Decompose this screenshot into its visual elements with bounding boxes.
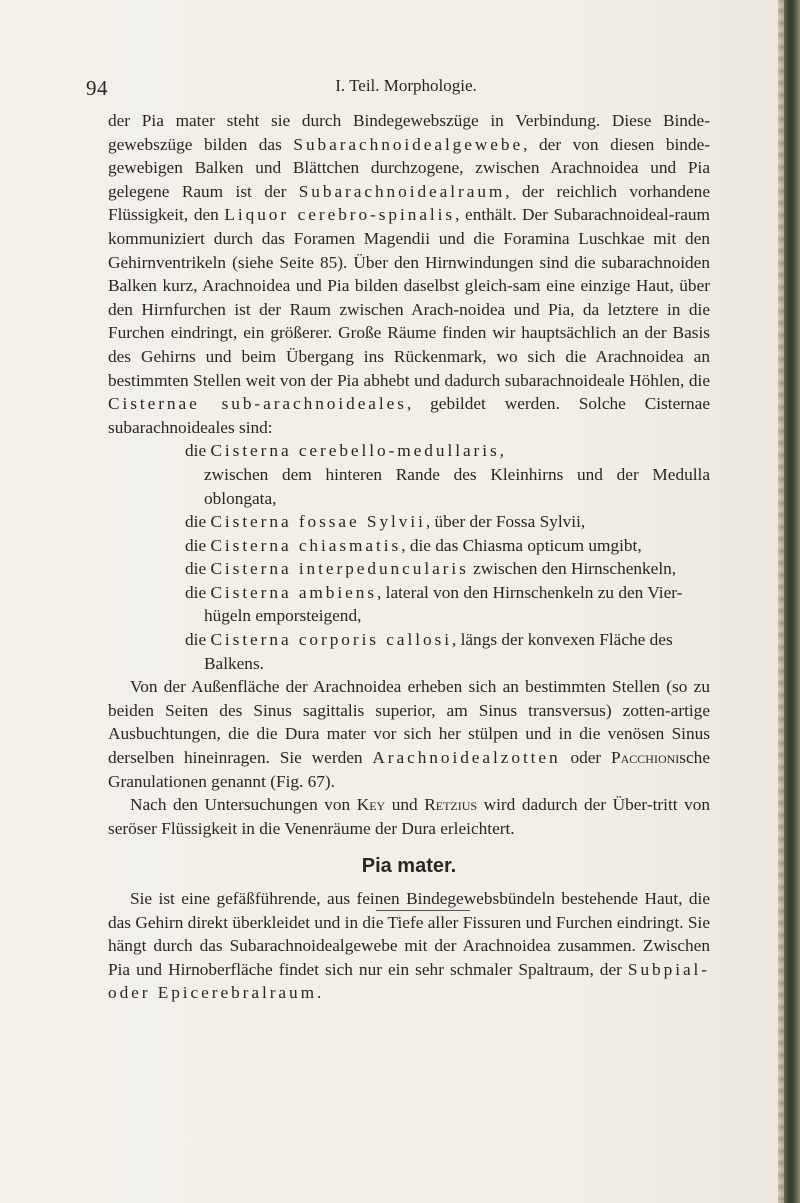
term-subpialraum: Subpial- oder Epicerebralraum <box>108 959 710 1003</box>
text-run: wird dadurch der Über-tritt von seröser Flüssigkeit in die Venenräume der Dura erleichtert. <box>108 795 711 838</box>
running-head: I. Teil. Morphologie. <box>335 76 477 95</box>
cisterna-item <box>185 581 710 628</box>
cisterna-name: Cisterna interpeduncularis <box>210 559 469 579</box>
body-text <box>108 109 710 1005</box>
term-liquor: Liquor cerebro-spinalis <box>224 205 456 225</box>
author-pacchioni: Pacchioni <box>611 748 680 768</box>
cisterna-item <box>185 534 710 558</box>
cisterna-description: , über der Fossa Sylvii, <box>425 512 586 532</box>
term-subarachnoidealraum: Subarachnoidealraum <box>298 181 506 201</box>
text-run: Von der Außenfläche der Arachnoidea erheben sich an bestimmten Stellen (so zu beiden Seiten des Sinus sagittalis superior, am Sinus transversus) zotten-artige Ausbuchtungen, die die Dura mater vor sich her stülpen und in die venösen Sinus derselben hineinragen. Sie werden <box>108 677 710 768</box>
cisternae-list <box>108 439 710 675</box>
cisterna-line <box>185 557 710 581</box>
text-run: Nach den Untersuchungen von <box>130 795 357 815</box>
cisterna-line <box>185 581 710 605</box>
cisterna-continuation: hügeln emporsteigend, <box>204 606 362 626</box>
cisterna-prefix: die <box>185 441 211 461</box>
cisterna-name: Cisterna fossae Sylvii <box>210 512 426 532</box>
page-number: 94 <box>86 76 108 100</box>
cisterna-item <box>185 510 710 534</box>
cisterna-name: Cisterna cerebello-medullaris <box>210 441 500 461</box>
author-retzius: Retzius <box>424 795 478 815</box>
text-run: der Pia mater steht sie durch Bindegewebszüge in Verbindung. Diese Binde-gewebszüge bilden das <box>108 111 710 154</box>
end-rule <box>376 910 470 911</box>
paragraph-pia-mater <box>108 887 710 1005</box>
paragraph-arachnoidealzotten <box>108 675 710 793</box>
term-cisternae: Cisternae sub-arachnoideales <box>108 394 407 414</box>
term-subarachnoidealgewebe: Subarachnoidealgewebe <box>293 134 524 154</box>
cisterna-line <box>185 510 710 534</box>
cisterna-item <box>185 557 710 581</box>
text-run: sche Granulationen genannt (Fig. 67). <box>108 748 710 791</box>
term-arachnoidealzotten: Arachnoidealzotten <box>372 748 561 768</box>
text-run: oder <box>560 748 611 768</box>
cisterna-prefix: die <box>185 559 211 579</box>
text-run: , gebildet werden. Solche Cisternae subarachnoideales sind: <box>108 394 710 437</box>
cisterna-description: zwischen den Hirnschenkeln, <box>468 559 677 579</box>
cisterna-prefix: die <box>185 512 211 532</box>
cisterna-item <box>185 439 710 510</box>
cisterna-prefix: die <box>185 535 211 555</box>
text-run: und <box>385 795 425 815</box>
cisterna-description: , längs der konvexen Fläche des <box>451 630 673 650</box>
text-run: , enthält. Der Subarachnoideal-raum kommuniziert durch das Foramen Magendii und die Foramina Luschkae mit den Gehirnventrikeln (siehe Seite 85). Über den Hirnwindungen sind die subarachnoiden Balken kurz, Arachnoidea und Pia bilden daselbst gleich-sam eine einzige Haut, über den Hirnfurchen ist der Raum zwischen Arach-noidea und Pia, da letztere in die Furchen eindringt, ein größerer. Große Räume finden wir hauptsächlich an der Basis des Gehirns und beim Übergang ins Rückenmark, wo sich die Arachnoidea an bestimmten Stellen weit von der Pia abhebt und dadurch subarachnoideale Höhlen, die <box>108 205 710 390</box>
cisterna-continuation: Balkens. <box>204 653 264 673</box>
paragraph-key-retzius <box>108 793 710 840</box>
cisterna-line <box>185 439 710 463</box>
author-key: Key <box>356 795 386 815</box>
page-header <box>86 70 726 100</box>
section-heading-pia-mater: Pia mater. <box>361 855 457 878</box>
text-run: , der von diesen binde-gewebigen Balken und Blättchen durchzogene, zwischen Arachnoidea und Pia gelegene Raum ist der <box>108 134 711 201</box>
cisterna-name: Cisterna ambiens <box>210 582 377 602</box>
cisterna-prefix: die <box>185 582 211 602</box>
text-run: . <box>317 983 322 1003</box>
cisterna-line <box>185 628 710 652</box>
cisterna-name: Cisterna chiasmatis <box>210 535 402 555</box>
page-edge <box>778 0 800 1203</box>
cisterna-description: , lateral von den Hirnschenkeln zu den Vier- <box>377 582 683 602</box>
cisterna-name: Cisterna corporis callosi <box>210 630 452 650</box>
cisterna-prefix: die <box>185 630 211 650</box>
cisterna-line <box>185 534 710 558</box>
cisterna-item <box>185 628 710 675</box>
cisterna-continuation: zwischen dem hinteren Rande des Kleinhirns und der Medulla oblongata, <box>204 464 710 508</box>
paragraph-subarachnoidealgewebe <box>108 109 710 439</box>
text-run: Sie ist eine gefäßführende, aus feinen Bindegewebsbündeln bestehende Haut, die das Gehirn direkt überkleidet und in die Tiefe aller Fissuren und Furchen eindringt. Sie hängt durch das Subarachnoidealgewebe mit der Arachnoidea zusammen. Zwischen Pia und Hirnoberfläche findet sich nur ein sehr schmaler Spaltraum, der <box>108 889 710 979</box>
cisterna-description: , <box>499 441 504 461</box>
cisterna-description: , die das Chiasma opticum umgibt, <box>401 535 642 555</box>
text-run: , der reichlich vorhandene Flüssigkeit, den <box>108 181 710 225</box>
